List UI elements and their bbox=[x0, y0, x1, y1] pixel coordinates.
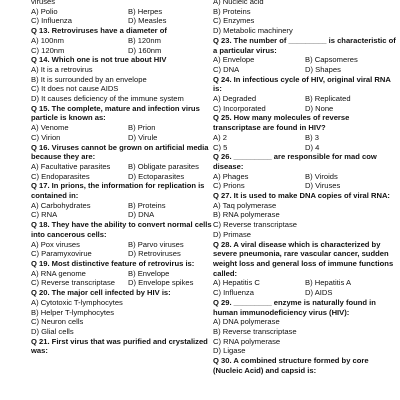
answer-option: D) Ligase bbox=[213, 346, 246, 356]
answer-option: A) Polio bbox=[31, 6, 58, 16]
question-block bbox=[31, 104, 225, 143]
question-text: Q 27. It is used to make DNA copies of viral RNA: bbox=[213, 191, 390, 201]
options-list bbox=[213, 133, 397, 152]
answer-option: C) Reverse transcriptase bbox=[213, 220, 297, 230]
answer-option: B) Parvo viruses bbox=[128, 239, 184, 249]
answer-option: A) Pox viruses bbox=[31, 239, 80, 249]
answer-option: C) Influenza bbox=[31, 16, 72, 26]
question-block bbox=[213, 0, 397, 36]
question-block bbox=[31, 181, 225, 220]
answer-option: C) Endoparasites bbox=[31, 171, 90, 181]
answer-option: C) Influenza bbox=[213, 288, 254, 298]
options-list bbox=[213, 7, 397, 36]
answer-option: B) 120nm bbox=[128, 35, 161, 45]
question-text: Q 24. In infectious cycle of HIV, original viral RNA is: bbox=[213, 74, 391, 94]
answer-option: C) Prions bbox=[213, 181, 245, 191]
options-list bbox=[31, 162, 225, 181]
question-text: Q 16. Viruses cannot be grown on artificial media because they are: bbox=[31, 142, 209, 162]
right-column bbox=[213, 0, 400, 375]
answer-option: B) Replicated bbox=[305, 94, 351, 104]
question-block bbox=[31, 55, 225, 104]
options-list bbox=[31, 7, 225, 26]
question-block bbox=[213, 191, 397, 240]
options-list bbox=[31, 240, 225, 259]
answer-option: A) DNA polymerase bbox=[213, 317, 280, 327]
answer-option: A) Degraded bbox=[213, 94, 257, 104]
question-text: Q 15. The complete, mature and infection virus particle is known as: bbox=[31, 103, 200, 123]
answer-option: D) Metabolic machinery bbox=[213, 26, 293, 36]
answer-option: B) It is surrounded by an envelope bbox=[31, 74, 147, 84]
answer-option: D) 160nm bbox=[128, 45, 162, 55]
answer-option: D) DNA bbox=[128, 210, 155, 220]
options-list bbox=[31, 201, 225, 220]
answer-option: B) Helper T-lymphocytes bbox=[31, 307, 114, 317]
answer-option: B) Hepatitis A bbox=[305, 278, 352, 288]
answer-option: C) 120nm bbox=[31, 45, 65, 55]
options-list bbox=[213, 201, 397, 240]
answer-option: A) Facultative parasites bbox=[31, 161, 111, 171]
answer-option: C) Incorporated bbox=[213, 103, 266, 113]
question-fragment: viruses bbox=[31, 0, 56, 6]
answer-option: A) 100nm bbox=[31, 35, 64, 45]
answer-option: B) Capsomeres bbox=[305, 55, 358, 65]
question-text: Q 20. The major cell infected by HIV is: bbox=[31, 288, 171, 298]
answer-option: A) Cytotoxic T-lymphocytes bbox=[31, 297, 123, 307]
question-text: Q 17. In prions, the information for replication is contained in: bbox=[31, 181, 205, 201]
answer-option: D) Shapes bbox=[305, 64, 341, 74]
options-list bbox=[213, 172, 397, 191]
question-block bbox=[31, 259, 225, 288]
question-block bbox=[213, 240, 397, 298]
question-text: Q 23. The number of _________ is characteristic of a particular virus: bbox=[213, 35, 396, 55]
answer-option: D) Retroviruses bbox=[128, 249, 181, 259]
answer-option: B) 3 bbox=[305, 132, 319, 142]
answer-option: A) Hepatitis C bbox=[213, 278, 260, 288]
question-fragment: A) Nucleic acid bbox=[213, 0, 264, 6]
question-text: Q 28. A viral disease which is characterized by severe pneumonia, rare vascular cancer, sudden weight loss and general loss of immune functions called: bbox=[213, 239, 394, 278]
question-block bbox=[31, 288, 225, 337]
answer-option: C) It does not cause AIDS bbox=[31, 84, 119, 94]
answer-option: C) Reverse transcriptase bbox=[31, 278, 115, 288]
answer-option: A) Taq polymerase bbox=[213, 200, 277, 210]
left-column bbox=[31, 0, 225, 356]
answer-option: B) Proteins bbox=[213, 6, 251, 16]
question-text: Q 25. How many molecules of reverse transcriptase are found in HIV? bbox=[213, 113, 350, 133]
answer-option: B) Proteins bbox=[128, 200, 166, 210]
question-block bbox=[213, 113, 397, 152]
answer-option: A) Venome bbox=[31, 123, 69, 133]
options-list bbox=[213, 55, 397, 74]
answer-option: A) Carbohydrates bbox=[31, 200, 91, 210]
question-text: Q 26. _________ are responsible for mad cow disease: bbox=[213, 152, 377, 171]
answer-option: D) Measles bbox=[128, 16, 167, 26]
answer-option: D) Glial cells bbox=[31, 326, 74, 336]
answer-option: D) Envelope spikes bbox=[128, 278, 194, 288]
question-block bbox=[31, 337, 225, 356]
question-block bbox=[31, 143, 225, 182]
answer-option: A) It is a retrovirus bbox=[31, 64, 93, 74]
question-text: Q 19. Most distinctive feature of retrovirus is: bbox=[31, 258, 195, 268]
question-text: Q 30. A combined structure formed by core (Nucleic Acid) and capsid is: bbox=[213, 356, 369, 375]
answer-option: B) Prion bbox=[128, 123, 156, 133]
question-block bbox=[213, 152, 397, 191]
answer-option: B) Obligate parasites bbox=[128, 161, 199, 171]
options-list bbox=[213, 278, 397, 297]
answer-option: B) Reverse transcriptase bbox=[213, 326, 297, 336]
answer-option: C) DNA bbox=[213, 64, 240, 74]
answer-option: C) RNA polymerase bbox=[213, 336, 281, 346]
answer-option: C) Enzymes bbox=[213, 16, 255, 26]
options-list bbox=[31, 298, 225, 337]
options-list bbox=[31, 65, 225, 104]
answer-option: B) Viroids bbox=[305, 171, 338, 181]
options-list bbox=[213, 317, 397, 356]
question-text: Q 21. First virus that was purified and crystalized was: bbox=[31, 336, 208, 356]
answer-option: A) Phages bbox=[213, 171, 249, 181]
answer-option: D) 4 bbox=[305, 142, 320, 152]
question-block bbox=[213, 356, 397, 375]
options-list bbox=[31, 269, 225, 288]
answer-option: D) Virule bbox=[128, 132, 158, 142]
answer-option: D) Ectoparasites bbox=[128, 171, 185, 181]
answer-option: C) RNA bbox=[31, 210, 58, 220]
answer-option: C) Neuron cells bbox=[31, 317, 84, 327]
answer-option: C) 5 bbox=[213, 142, 228, 152]
question-text: Q 14. Which one is not true about HIV bbox=[31, 55, 167, 65]
answer-option: A) RNA genome bbox=[31, 268, 86, 278]
answer-option: C) Virion bbox=[31, 132, 61, 142]
question-block bbox=[31, 220, 225, 259]
answer-option: B) Herpes bbox=[128, 6, 163, 16]
question-block bbox=[31, 26, 225, 55]
answer-option: A) Envelope bbox=[213, 55, 255, 65]
question-text: Q 29. _________ enzyme is naturally found in human immunodeficiency virus (HIV): bbox=[213, 297, 376, 317]
answer-option: A) 2 bbox=[213, 132, 227, 142]
question-text: Q 13. Retroviruses have a diameter of bbox=[31, 26, 167, 36]
answer-option: D) Viruses bbox=[305, 181, 341, 191]
answer-option: B) Envelope bbox=[128, 268, 170, 278]
question-block bbox=[213, 36, 397, 75]
answer-option: B) RNA polymerase bbox=[213, 210, 280, 220]
question-text: Q 18. They have the ability to convert normal cells into cancerous cells: bbox=[31, 220, 212, 239]
options-list bbox=[213, 94, 397, 113]
options-list bbox=[31, 123, 225, 142]
question-block bbox=[31, 0, 225, 26]
question-block bbox=[213, 298, 397, 356]
answer-option: D) AIDS bbox=[305, 288, 333, 298]
options-list bbox=[31, 36, 225, 55]
answer-option: D) None bbox=[305, 103, 334, 113]
answer-option: C) Paramyxovirue bbox=[31, 249, 92, 259]
answer-option: D) Primase bbox=[213, 229, 251, 239]
answer-option: D) It causes deficiency of the immune system bbox=[31, 94, 184, 104]
question-block bbox=[213, 75, 397, 114]
